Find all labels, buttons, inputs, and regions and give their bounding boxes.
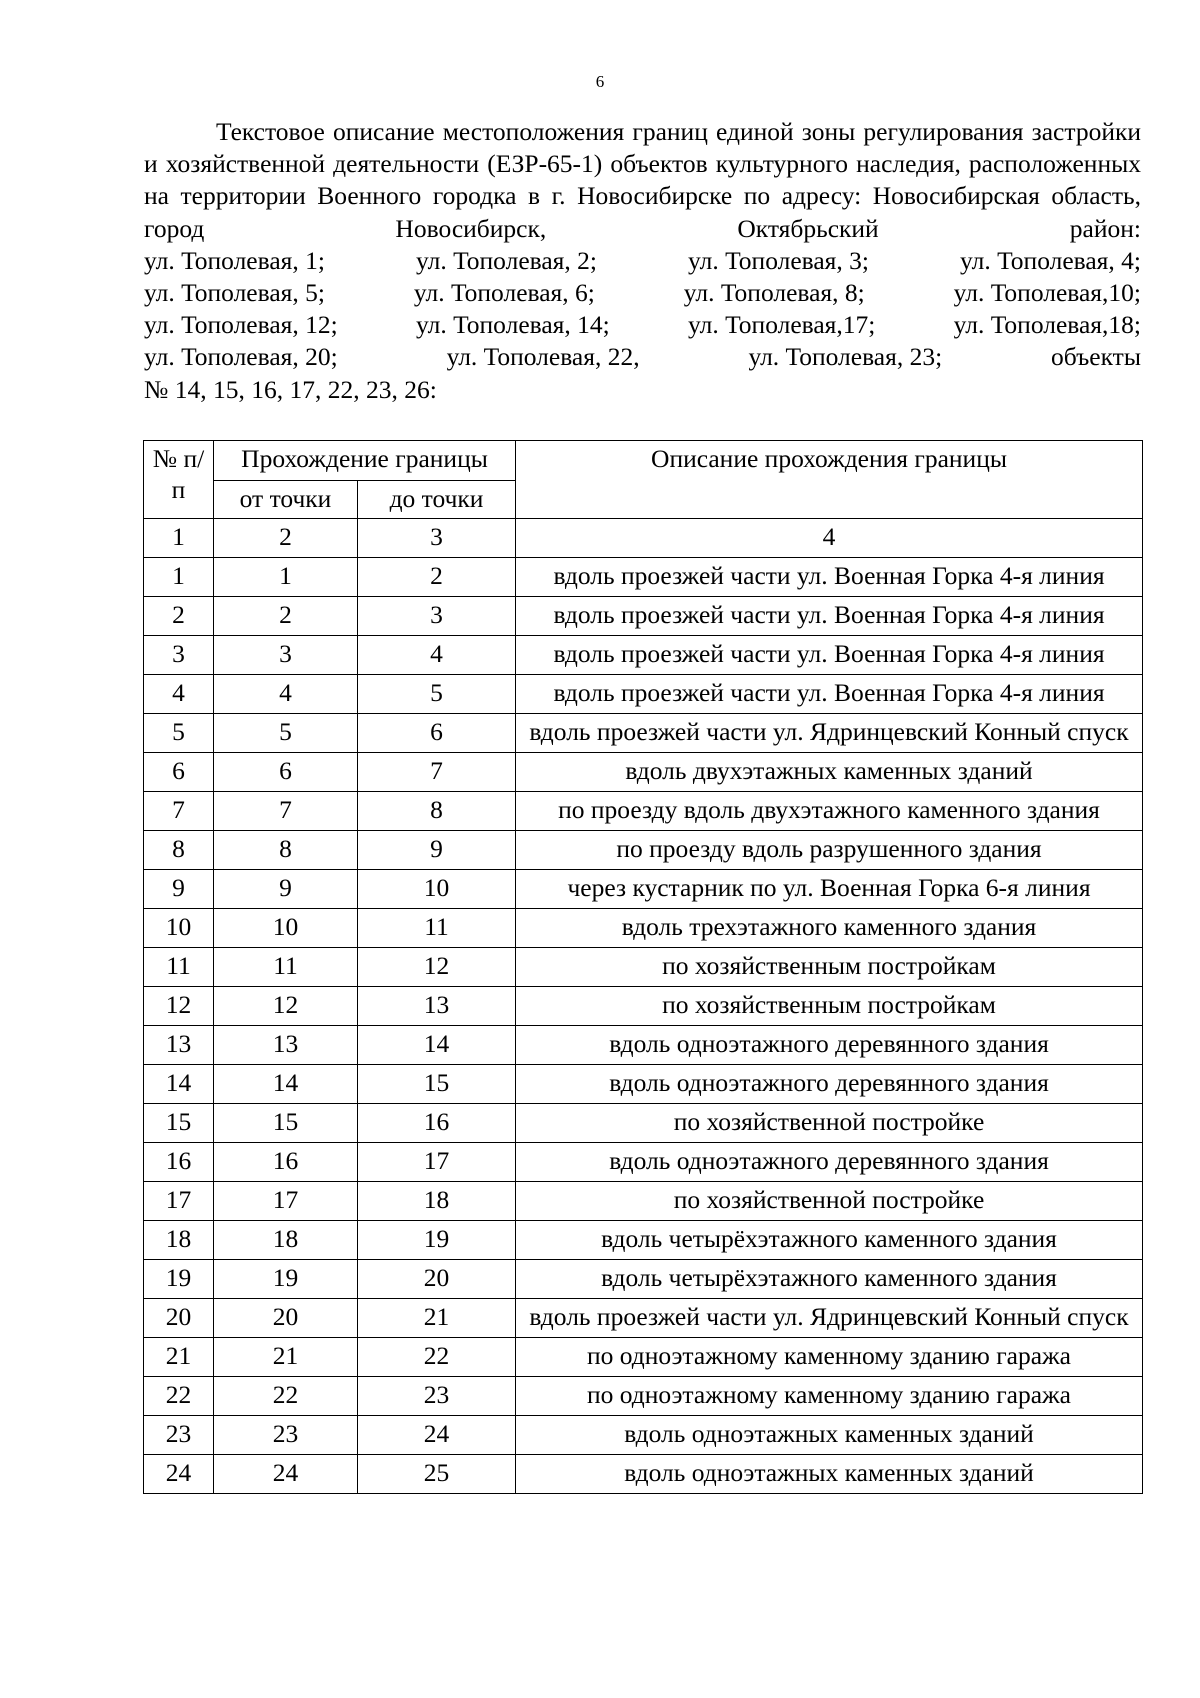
- row-to-point: 10: [358, 870, 516, 909]
- row-from-point: 17: [214, 1182, 358, 1221]
- row-from-point: 15: [214, 1104, 358, 1143]
- row-description: вдоль одноэтажного деревянного здания: [516, 1143, 1143, 1182]
- row-description: вдоль проезжей части ул. Ядринцевский Конный спуск: [516, 714, 1143, 753]
- table-row: [144, 1260, 1143, 1299]
- row-description: вдоль двухэтажных каменных зданий: [516, 753, 1143, 792]
- row-number: 19: [144, 1260, 214, 1299]
- row-to-point: 17: [358, 1143, 516, 1182]
- row-from-point: 6: [214, 753, 358, 792]
- row-to-point: 3: [358, 597, 516, 636]
- table-row: [144, 948, 1143, 987]
- table-row: [144, 1299, 1143, 1338]
- address-line: [144, 245, 1141, 277]
- row-description: вдоль проезжей части ул. Ядринцевский Конный спуск: [516, 1299, 1143, 1338]
- row-description: вдоль проезжей части ул. Военная Горка 4-я линия: [516, 636, 1143, 675]
- address-item: ул. Тополевая, 1;: [144, 245, 325, 275]
- row-description: вдоль одноэтажного деревянного здания: [516, 1026, 1143, 1065]
- table-row: [144, 753, 1143, 792]
- row-from-point: 23: [214, 1416, 358, 1455]
- row-number: 12: [144, 987, 214, 1026]
- row-to-point: 15: [358, 1065, 516, 1104]
- table-row: [144, 1416, 1143, 1455]
- row-number: 13: [144, 1026, 214, 1065]
- row-description: вдоль трехэтажного каменного здания: [516, 909, 1143, 948]
- table-row: [144, 870, 1143, 909]
- address-item: ул. Тополевая,10;: [953, 278, 1141, 308]
- intro-text: [144, 116, 1141, 406]
- address-item: ул. Тополевая, 3;: [688, 245, 869, 275]
- address-item: ул. Тополевая, 20;: [144, 342, 338, 372]
- row-description: через кустарник по ул. Военная Горка 6-я линия: [516, 870, 1143, 909]
- boundary-table: [143, 440, 1143, 1494]
- row-number: 6: [144, 753, 214, 792]
- address-item: ул. Тополевая, 14;: [416, 310, 610, 340]
- column-number-row: [144, 519, 1143, 558]
- table-row: [144, 558, 1143, 597]
- row-to-point: 2: [358, 558, 516, 597]
- address-item: ул. Тополевая, 22,: [446, 342, 640, 372]
- row-to-point: 23: [358, 1377, 516, 1416]
- row-description: вдоль четырёхэтажного каменного здания: [516, 1260, 1143, 1299]
- row-number: 10: [144, 909, 214, 948]
- row-number: 22: [144, 1377, 214, 1416]
- address-item: ул. Тополевая,18;: [953, 310, 1141, 340]
- row-from-point: 20: [214, 1299, 358, 1338]
- table-row: [144, 831, 1143, 870]
- row-from-point: 10: [214, 909, 358, 948]
- table-row: [144, 1455, 1143, 1494]
- row-description: вдоль проезжей части ул. Военная Горка 4-я линия: [516, 558, 1143, 597]
- table-row: [144, 714, 1143, 753]
- address-line: [144, 341, 1141, 373]
- row-from-point: 14: [214, 1065, 358, 1104]
- row-description: по хозяйственным постройкам: [516, 948, 1143, 987]
- row-to-point: 7: [358, 753, 516, 792]
- row-from-point: 13: [214, 1026, 358, 1065]
- row-to-point: 19: [358, 1221, 516, 1260]
- table-body: [144, 519, 1143, 1494]
- row-number: 8: [144, 831, 214, 870]
- table-row: [144, 636, 1143, 675]
- row-from-point: 2: [214, 597, 358, 636]
- column-number: 1: [144, 519, 214, 558]
- table-row: [144, 1221, 1143, 1260]
- row-description: по хозяйственным постройкам: [516, 987, 1143, 1026]
- table-row: [144, 1338, 1143, 1377]
- row-description: по проезду вдоль двухэтажного каменного здания: [516, 792, 1143, 831]
- row-to-point: 13: [358, 987, 516, 1026]
- row-from-point: 5: [214, 714, 358, 753]
- row-from-point: 11: [214, 948, 358, 987]
- intro-paragraph: Текстовое описание местоположения границ единой зоны регулирования застройки и хозяйственной деятельности (ЕЗР-65-1) объектов культурного наследия, расположенных на территории Военного городка в г. Новосибирске по адресу: Новосибирская область, город Новосибирск, Октябрьский район:: [144, 117, 1141, 243]
- page-number: 6: [595, 72, 605, 91]
- row-to-point: 21: [358, 1299, 516, 1338]
- row-from-point: 7: [214, 792, 358, 831]
- row-to-point: 11: [358, 909, 516, 948]
- row-description: по хозяйственной постройке: [516, 1182, 1143, 1221]
- row-from-point: 16: [214, 1143, 358, 1182]
- column-number: 2: [214, 519, 358, 558]
- address-item: ул. Тополевая, 6;: [413, 278, 595, 308]
- row-number: 18: [144, 1221, 214, 1260]
- address-line: [144, 309, 1141, 341]
- address-item: ул. Тополевая,17;: [688, 310, 876, 340]
- row-to-point: 6: [358, 714, 516, 753]
- row-number: 7: [144, 792, 214, 831]
- row-number: 14: [144, 1065, 214, 1104]
- address-item: ул. Тополевая, 5;: [144, 278, 325, 308]
- row-number: 21: [144, 1338, 214, 1377]
- row-number: 2: [144, 597, 214, 636]
- row-description: вдоль одноэтажного деревянного здания: [516, 1065, 1143, 1104]
- header-to: до точки: [358, 481, 516, 519]
- row-from-point: 9: [214, 870, 358, 909]
- row-from-point: 21: [214, 1338, 358, 1377]
- table-row: [144, 792, 1143, 831]
- table-row: [144, 1143, 1143, 1182]
- row-description: по хозяйственной постройке: [516, 1104, 1143, 1143]
- row-from-point: 8: [214, 831, 358, 870]
- row-to-point: 9: [358, 831, 516, 870]
- header-from: от точки: [214, 481, 358, 519]
- row-from-point: 3: [214, 636, 358, 675]
- row-description: вдоль проезжей части ул. Военная Горка 4-я линия: [516, 597, 1143, 636]
- row-number: 17: [144, 1182, 214, 1221]
- row-number: 11: [144, 948, 214, 987]
- row-number: 3: [144, 636, 214, 675]
- row-number: 1: [144, 558, 214, 597]
- table-row: [144, 675, 1143, 714]
- row-number: 16: [144, 1143, 214, 1182]
- table-row: [144, 1182, 1143, 1221]
- address-item: ул. Тополевая, 23;: [748, 342, 943, 372]
- table-row: [144, 1065, 1143, 1104]
- objects-list: № 14, 15, 16, 17, 22, 23, 26:: [144, 374, 437, 404]
- row-number: 9: [144, 870, 214, 909]
- header-num: № п/п: [144, 441, 214, 519]
- row-to-point: 24: [358, 1416, 516, 1455]
- row-to-point: 25: [358, 1455, 516, 1494]
- table-row: [144, 1104, 1143, 1143]
- row-to-point: 12: [358, 948, 516, 987]
- row-to-point: 20: [358, 1260, 516, 1299]
- table-row: [144, 597, 1143, 636]
- row-from-point: 19: [214, 1260, 358, 1299]
- column-number: 4: [516, 519, 1143, 558]
- address-item: ул. Тополевая, 12;: [144, 310, 338, 340]
- row-description: вдоль одноэтажных каменных зданий: [516, 1416, 1143, 1455]
- row-description: вдоль четырёхэтажного каменного здания: [516, 1221, 1143, 1260]
- table-row: [144, 909, 1143, 948]
- row-from-point: 24: [214, 1455, 358, 1494]
- row-number: 5: [144, 714, 214, 753]
- row-to-point: 5: [358, 675, 516, 714]
- row-description: вдоль одноэтажных каменных зданий: [516, 1455, 1143, 1494]
- address-item: ул. Тополевая, 8;: [683, 278, 865, 308]
- row-from-point: 4: [214, 675, 358, 714]
- address-line: [144, 277, 1141, 309]
- table-row: [144, 1026, 1143, 1065]
- row-description: вдоль проезжей части ул. Военная Горка 4-я линия: [516, 675, 1143, 714]
- row-number: 23: [144, 1416, 214, 1455]
- column-number: 3: [358, 519, 516, 558]
- header-boundary: Прохождение границы: [214, 441, 516, 481]
- row-to-point: 22: [358, 1338, 516, 1377]
- address-item: ул. Тополевая, 4;: [960, 245, 1141, 275]
- row-from-point: 12: [214, 987, 358, 1026]
- row-number: 20: [144, 1299, 214, 1338]
- address-item: ул. Тополевая, 2;: [416, 245, 597, 275]
- row-to-point: 18: [358, 1182, 516, 1221]
- row-description: по одноэтажному каменному зданию гаража: [516, 1377, 1143, 1416]
- row-to-point: 8: [358, 792, 516, 831]
- row-to-point: 14: [358, 1026, 516, 1065]
- row-from-point: 18: [214, 1221, 358, 1260]
- row-description: по одноэтажному каменному зданию гаража: [516, 1338, 1143, 1377]
- row-number: 24: [144, 1455, 214, 1494]
- header-description: Описание прохождения границы: [516, 441, 1143, 519]
- table-row: [144, 987, 1143, 1026]
- row-from-point: 22: [214, 1377, 358, 1416]
- row-from-point: 1: [214, 558, 358, 597]
- row-number: 4: [144, 675, 214, 714]
- row-number: 15: [144, 1104, 214, 1143]
- row-description: по проезду вдоль разрушенного здания: [516, 831, 1143, 870]
- row-to-point: 4: [358, 636, 516, 675]
- address-item: объекты: [1051, 342, 1141, 372]
- table-row: [144, 1377, 1143, 1416]
- row-to-point: 16: [358, 1104, 516, 1143]
